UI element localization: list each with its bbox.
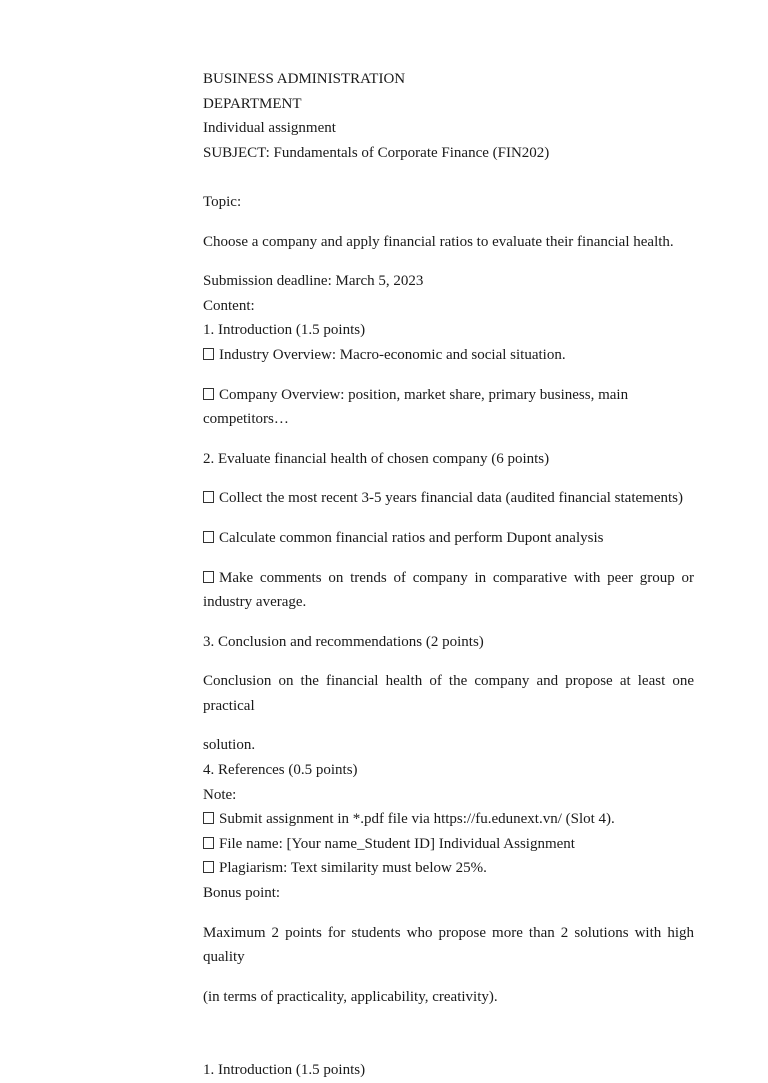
checkbox-glyph-icon [203, 861, 214, 873]
bullet-item [203, 566, 694, 615]
note-item [203, 807, 694, 832]
document-body [203, 67, 694, 1083]
section-heading-repeat: 1. Introduction (1.5 points) [203, 1062, 366, 1079]
section-heading: 4. References (0.5 points) [203, 762, 358, 779]
bullet-text: Calculate common financial ratios and perform Dupont analysis [219, 529, 604, 546]
note-text: Plagiarism: Text similarity must below 25%. [219, 860, 487, 877]
bonus-text: Maximum 2 points for students who propose more than 2 solutions with high quality [203, 924, 694, 966]
spacer [203, 165, 694, 190]
bullet-text: Company Overview: position, market share, primary business, main competitors… [203, 386, 629, 428]
bullet-item [203, 526, 694, 551]
checkbox-glyph-icon [203, 388, 214, 400]
bonus-label: Bonus point: [203, 885, 281, 902]
note-item [203, 856, 694, 881]
checkbox-glyph-icon [203, 571, 214, 583]
checkbox-glyph-icon [203, 531, 214, 543]
checkbox-glyph-icon [203, 812, 214, 824]
bullet-item [203, 343, 694, 368]
submission-deadline: Submission deadline: March 5, 2023 [203, 273, 424, 290]
assignment-type: Individual assignment [203, 120, 336, 137]
department-title-line2: DEPARTMENT [203, 95, 302, 112]
bullet-text: Collect the most recent 3-5 years financial data (audited financial statements) [219, 490, 683, 507]
checkbox-glyph-icon [203, 491, 214, 503]
section-heading: 1. Introduction (1.5 points) [203, 322, 366, 339]
note-text: Submit assignment in *.pdf file via https://fu.edunext.vn/ (Slot 4). [219, 811, 615, 828]
section-heading: 3. Conclusion and recommendations (2 points) [203, 633, 484, 650]
topic-label: Topic: [203, 193, 242, 210]
topic-text: Choose a company and apply financial ratios to evaluate their financial health. [203, 233, 674, 250]
bullet-item [203, 383, 694, 432]
note-text: File name: [Your name_Student ID] Individual Assignment [219, 835, 575, 852]
department-title-line1: BUSINESS ADMINISTRATION [203, 71, 406, 87]
conclusion-text-end: solution. [203, 737, 256, 754]
spacer [203, 1009, 694, 1058]
checkbox-glyph-icon [203, 837, 214, 849]
bonus-text-end: (in terms of practicality, applicability, creativity). [203, 988, 498, 1005]
bullet-text: Make comments on trends of company in comparative with peer group or industry average. [203, 569, 694, 611]
note-item [203, 832, 694, 857]
bullet-text: Industry Overview: Macro-economic and social situation. [219, 346, 566, 363]
checkbox-glyph-icon [203, 348, 214, 360]
subject-line: SUBJECT: Fundamentals of Corporate Finance (FIN202) [203, 144, 550, 161]
conclusion-text: Conclusion on the financial health of the company and propose at least one practical [203, 673, 694, 714]
bullet-item [203, 486, 694, 511]
note-label: Note: [203, 786, 237, 803]
section-heading: 2. Evaluate financial health of chosen company (6 points) [203, 450, 550, 467]
content-label: Content: [203, 297, 255, 314]
